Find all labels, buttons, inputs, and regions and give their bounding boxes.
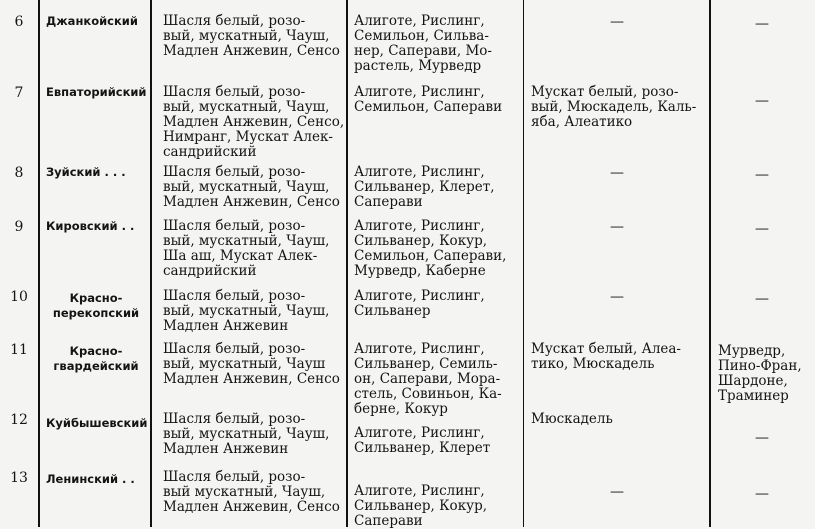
wine-varieties-technical-line: он, Саперави, Мора- [354, 371, 501, 387]
wine-varieties-technical-line: Мурведр, Каберне [354, 263, 486, 279]
dessert-varieties-line: тико, Мюскадель [531, 356, 655, 372]
district-name-line: Ленинский . . [46, 472, 135, 486]
empty-dash-line: — [755, 430, 769, 446]
wine-varieties-technical-line: Алиготе, Рислинг, [354, 84, 485, 100]
empty-dash [531, 165, 703, 181]
wine-varieties-technical-line: стель, Совиньон, Ка- [354, 386, 502, 402]
additional-varieties-line: Мурведр, [718, 343, 786, 359]
table-varieties-main-line: Шасля белый, розо- [163, 164, 306, 180]
dessert-varieties-line: Мускат белый, розо- [531, 84, 679, 100]
dessert-varieties [531, 85, 701, 130]
empty-dash [531, 289, 703, 305]
table-varieties-main-line: вый, мускатный, Чауш, [163, 233, 330, 249]
wine-varieties-technical-line: Алиготе, Рислинг, [354, 483, 485, 499]
table-varieties-main-line: вый, мускатный, Чауш, [163, 179, 330, 195]
wine-varieties-technical-line: Сильванер [354, 303, 431, 319]
additional-varieties-line: Шардоне, [718, 373, 788, 389]
table-varieties-main [163, 470, 339, 515]
table-varieties-main-line: Шасля белый, розо- [163, 411, 306, 427]
district-name [46, 165, 146, 180]
wine-varieties-technical-line: Сильванер, Семиль- [354, 356, 498, 372]
wine-varieties-technical-line: Семильон, Саперави, [354, 248, 507, 264]
dessert-varieties-line: Мюскадель [531, 411, 613, 427]
district-name-line: Куйбышевский [46, 416, 148, 430]
district-name [46, 416, 146, 431]
district-name [46, 344, 146, 374]
wine-varieties-technical-line: Сильванер, Клерет, [354, 179, 495, 195]
empty-dash [712, 93, 812, 109]
empty-dash [712, 291, 812, 307]
empty-dash-line: — [755, 486, 769, 502]
wine-varieties-technical-line: Алиготе, Рислинг, [354, 13, 485, 29]
empty-dash-line: — [610, 165, 624, 181]
wine-varieties-technical [354, 484, 518, 529]
empty-dash [712, 430, 812, 446]
wine-varieties-technical-line: Саперави [354, 513, 423, 529]
table-varieties-main-line: Шасля белый, розо- [163, 218, 306, 234]
dessert-varieties-line: вый, Мюскадель, Каль- [531, 99, 697, 115]
table-varieties-main [163, 342, 339, 387]
district-name [46, 291, 146, 321]
table-varieties-main-line: Нимранг, Мускат Алек- [163, 129, 333, 145]
column-divider [38, 0, 40, 527]
wine-varieties-technical [354, 426, 518, 456]
table-varieties-main-line: вый, мускатный, Чауш, [163, 99, 330, 115]
additional-varieties-line: Траминер [718, 388, 789, 404]
table-varieties-main-line: Мадлен Анжевин, Сенсо [163, 499, 340, 515]
district-name [46, 219, 146, 234]
table-varieties-main-line: Мадлен Анжевин, Сенсо [163, 371, 340, 387]
empty-dash-line: — [610, 484, 624, 500]
wine-varieties-technical-line: Сильванер, Клерет [354, 440, 491, 456]
wine-varieties-technical-line: берне, Кокур [354, 401, 448, 417]
table-varieties-main-line: Ша аш, Мускат Алек- [163, 248, 318, 264]
table-varieties-main-line: Мадлен Анжевин [163, 441, 289, 457]
district-name-line: Евпаторийский [46, 85, 147, 99]
empty-dash-line: — [755, 93, 769, 109]
wine-varieties-technical-line: Алиготе, Рислинг, [354, 164, 485, 180]
row-number: 7 [14, 85, 24, 101]
district-name-line: Джанкойский [46, 14, 138, 28]
table-varieties-main [163, 289, 339, 334]
table-varieties-main-line: Мадлен Анжевин, Сенсо, [163, 114, 345, 130]
column-divider [523, 0, 524, 527]
row-number: 10 [10, 289, 28, 305]
table-varieties-main [163, 219, 339, 279]
district-name [46, 472, 146, 487]
dessert-varieties-line: яба, Алеатико [531, 114, 633, 130]
wine-varieties-technical [354, 85, 518, 115]
wine-varieties-technical-line: Алиготе, Рислинг, [354, 341, 485, 357]
empty-dash [531, 484, 703, 500]
row-number: 6 [14, 14, 24, 30]
table-varieties-main-line: вый, мускатный, Чауш [163, 356, 326, 372]
district-name-line: гвардейский [53, 359, 139, 373]
table-varieties-main-line: сандрийский [163, 263, 257, 279]
empty-dash-line: — [755, 167, 769, 183]
empty-dash [712, 16, 812, 32]
wine-varieties-technical-line: Саперави [354, 194, 423, 210]
table-varieties-main-line: Шасля белый, розо- [163, 288, 306, 304]
district-name-line: перекопский [52, 306, 140, 320]
additional-varieties-line: Пино-Фран, [718, 358, 802, 374]
column-divider [346, 0, 348, 527]
empty-dash [531, 219, 703, 235]
empty-dash-line: — [610, 14, 624, 30]
table-varieties-main-line: Шасля белый, розо- [163, 341, 306, 357]
table-varieties-main-line: Шасля белый, розо- [163, 13, 306, 29]
wine-varieties-technical [354, 219, 518, 279]
table-varieties-main-line: вый, мускатный, Чауш, [163, 303, 330, 319]
table-varieties-main [163, 84, 345, 160]
row-number: 11 [10, 342, 28, 358]
district-name [46, 85, 146, 100]
wine-varieties-technical-line: нер, Саперави, Мо- [354, 43, 492, 59]
table-varieties-main [163, 165, 339, 210]
row-number: 12 [10, 412, 28, 428]
empty-dash [712, 167, 812, 183]
empty-dash-line: — [610, 219, 624, 235]
wine-varieties-technical-line: Алиготе, Рислинг, [354, 218, 485, 234]
table-varieties-main [163, 14, 339, 59]
row-number: 9 [14, 219, 24, 235]
empty-dash-line: — [755, 291, 769, 307]
table-varieties-main-line: Шасля белый, розо- [163, 469, 306, 485]
column-divider [709, 0, 711, 527]
table-varieties-main-line: сандрийский [163, 144, 257, 160]
wine-varieties-technical-line: Сильванер, Кокур, [354, 498, 488, 514]
column-divider [150, 0, 152, 527]
wine-varieties-technical-line: Алиготе, Рислинг, [354, 288, 485, 304]
empty-dash-line: — [755, 16, 769, 32]
district-name-line: Кировский . . [46, 219, 135, 233]
table-varieties-main-line: Мадлен Анжевин, Сенсо [163, 43, 340, 59]
wine-varieties-technical-line: Алиготе, Рислинг, [354, 425, 485, 441]
table-varieties-main [163, 412, 339, 457]
wine-varieties-technical [354, 289, 518, 319]
empty-dash-line: — [755, 221, 769, 237]
table-varieties-main-line: вый мускатный, Чауш, [163, 484, 326, 500]
row-number: 8 [14, 165, 24, 181]
district-name-line: Красно- [69, 344, 123, 358]
district-name [46, 14, 146, 29]
dessert-varieties [531, 342, 701, 372]
wine-varieties-technical-line: Сильванер, Кокур, [354, 233, 488, 249]
wine-varieties-technical-line: Семильон, Сильва- [354, 28, 489, 44]
additional-varieties [718, 344, 812, 404]
dessert-varieties-line: Мускат белый, Алеа- [531, 341, 681, 357]
wine-varieties-technical [354, 14, 518, 74]
wine-varieties-technical-line: Семильон, Саперави [354, 99, 503, 115]
table-varieties-main-line: вый, мускатный, Чауш, [163, 426, 330, 442]
empty-dash [712, 486, 812, 502]
row-number: 13 [10, 470, 28, 486]
district-name-line: Красно- [69, 291, 123, 305]
table-varieties-main-line: Мадлен Анжевин, Сенсо [163, 194, 340, 210]
table-varieties-main-line: вый, мускатный, Чауш, [163, 28, 330, 44]
empty-dash [712, 221, 812, 237]
empty-dash-line: — [610, 289, 624, 305]
table-varieties-main-line: Мадлен Анжевин [163, 318, 289, 334]
wine-varieties-technical [354, 342, 518, 417]
empty-dash [531, 14, 703, 30]
wine-varieties-technical [354, 165, 518, 210]
wine-varieties-technical-line: растель, Мурведр [354, 58, 482, 74]
dessert-varieties [531, 412, 701, 427]
district-name-line: Зуйский . . . [46, 165, 126, 179]
table-varieties-main-line: Шасля белый, розо- [163, 84, 306, 100]
